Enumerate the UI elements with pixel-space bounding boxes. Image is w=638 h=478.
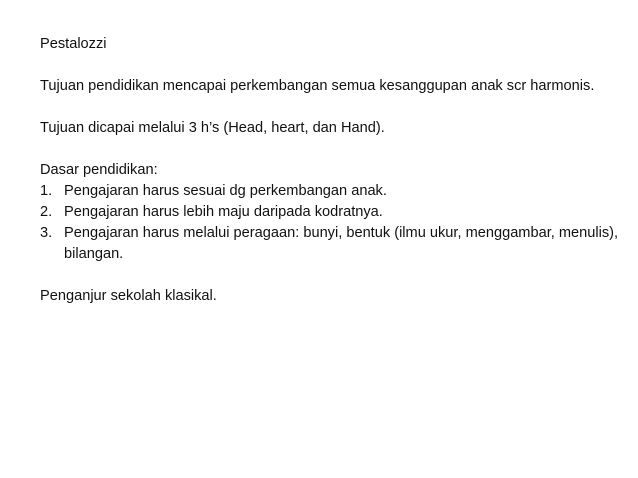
list-item (40, 202, 620, 223)
spacer (40, 55, 620, 76)
list-item-text: Pengajaran harus melalui peragaan: bunyi, bentuk (ilmu ukur, menggambar, menulis), bilangan. (64, 225, 619, 262)
method-paragraph: Tujuan dicapai melalui 3 h’s (Head, heart, dan Hand). (40, 120, 385, 136)
goal-paragraph: Tujuan pendidikan mencapai perkembangan semua kesanggupan anak scr harmonis. (40, 78, 595, 94)
closing-paragraph: Penganjur sekolah klasikal. (40, 288, 217, 304)
slide-title: Pestalozzi (40, 36, 107, 52)
spacer (40, 97, 620, 118)
slide-content (40, 34, 620, 307)
spacer (40, 139, 620, 160)
list-item-number: 3. (40, 225, 53, 241)
basis-list (40, 181, 620, 265)
spacer (40, 265, 620, 286)
list-item-number: 2. (40, 204, 53, 220)
list-item-number: 1. (40, 183, 53, 199)
list-item-text: Pengajaran harus sesuai dg perkembangan anak. (64, 183, 387, 199)
basis-heading: Dasar pendidikan: (40, 162, 158, 178)
list-item-text: Pengajaran harus lebih maju daripada kodratnya. (64, 204, 383, 220)
list-item (40, 223, 620, 265)
list-item (40, 181, 620, 202)
